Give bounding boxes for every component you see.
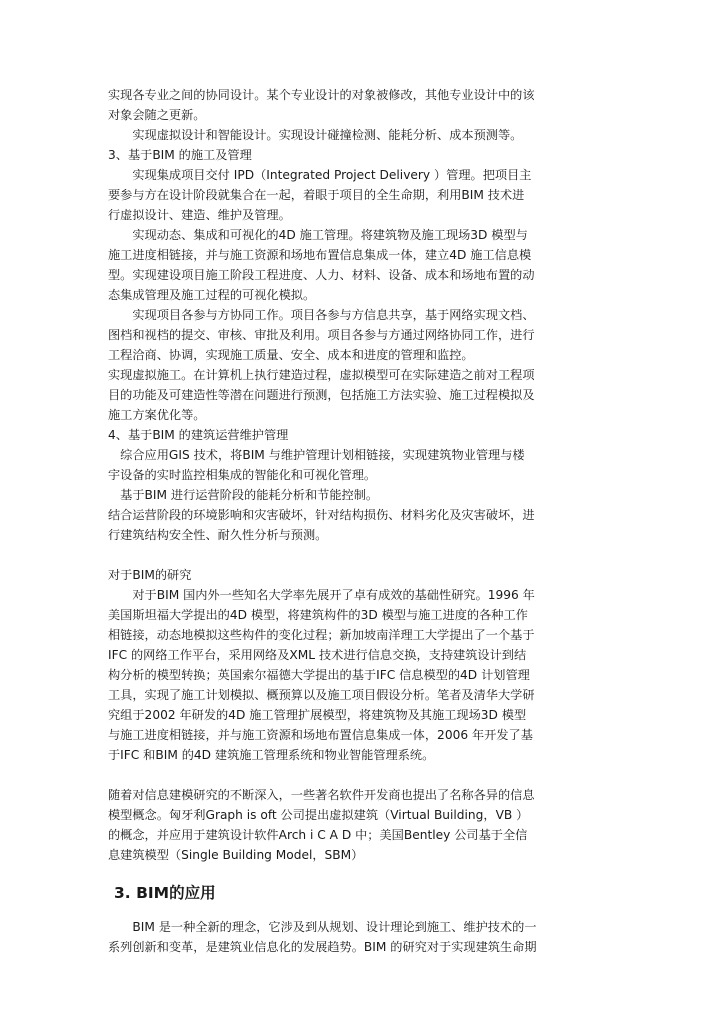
text-line: 对于BIM 国内外一些知名大学率先展开了卓有成效的基础性研究。1996 年 [108,588,535,602]
text-line: 的概念，并应用于建筑设计软件Arch i C A D 中；美国Bentley 公司基于全信 [108,828,528,842]
text-line: 施工方案优化等。 [108,408,206,422]
text-line: 于IFC 和BIM 的4D 建筑施工管理系统和物业智能管理系统。 [108,748,435,762]
text-line: 对象会随之更新。 [108,108,206,122]
text-line: 工具，实现了施工计划模拟、概预算以及施工项目假设分析。笔者及清华大学研 [108,688,535,702]
text-line: 与施工进度相链接，并与施工资源和场地布置信息集成一体，2006 年开发了基 [108,728,533,742]
text-line: 目的功能及可建造性等潜在问题进行预测，包括施工方法实验、施工过程模拟及 [108,388,535,402]
text-line: 实现虚拟设计和智能设计。实现设计碰撞检测、能耗分析、成本预测等。 [108,128,523,142]
text-line: 相链接，动态地模拟这些构件的变化过程；新加坡南洋理工大学提出了一个基于 [108,628,535,642]
text-line: 4、基于BIM 的建筑运营维护管理 [108,428,289,442]
text-line: 实现动态、集成和可视化的4D 施工管理。将建筑物及施工现场3D 模型与 [108,228,528,242]
text-line: 工程洽商、协调，实现施工质量、安全、成本和进度的管理和监控。 [108,348,474,362]
text-line: 综合应用GIS 技术，将BIM 与维护管理计划相链接，实现建筑物业管理与楼 [108,448,525,462]
text-line: 要参与方在设计阶段就集合在一起，着眼于项目的全生命期，利用BIM 技术进 [108,188,525,202]
text-line: 模型概念。匈牙利Graph is oft 公司提出虚拟建筑（Virtual Building，VB ） [108,808,529,822]
text-line: 对于BIM的研究 [108,568,192,582]
text-line: 实现各专业之间的协同设计。某个专业设计的对象被修改，其他专业设计中的该 [108,88,535,102]
text-line: 实现集成项目交付 IPD（Integrated Project Delivery ）管理。把项目主 [108,168,532,182]
text-line: 图档和视档的提交、审核、审批及利用。项目各参与方通过网络协同工作，进行 [108,328,535,342]
text-line: 态集成管理及施工过程的可视化模拟。 [108,288,316,302]
text-line: 系列创新和变革，是建筑业信息化的发展趋势。BIM 的研究对于实现建筑生命期 [108,940,537,954]
text-line: 型。实现建设项目施工阶段工程进度、人力、材料、设备、成本和场地布置的动 [108,268,535,282]
text-line: 行建筑结构安全性、耐久性分析与预测。 [108,528,328,542]
text-line: 构分析的模型转换；英国索尔福德大学提出的基于IFC 信息模型的4D 计划管理 [108,668,530,682]
text-line: 行虚拟设计、建造、维护及管理。 [108,208,291,222]
text-line: 3、基于BIM 的施工及管理 [108,148,252,162]
text-line: 施工进度相链接，并与施工资源和场地布置信息集成一体，建立4D 施工信息模 [108,248,532,262]
text-line: 美国斯坦福大学提出的4D 模型，将建筑构件的3D 模型与施工进度的各种工作 [108,608,528,622]
text-line: 基于BIM 进行运营阶段的能耗分析和节能控制。 [108,488,379,502]
text-line: 结合运营阶段的环境影响和灾害破坏，针对结构损伤、材料劣化及灾害破坏，进 [108,508,535,522]
text-line: 宇设备的实时监控相集成的智能化和可视化管理。 [108,468,377,482]
text-line: 究组于2002 年研发的4D 施工管理扩展模型，将建筑物及其施工现场3D 模型 [108,708,527,722]
text-line: 息建筑模型（Single Building Model，SBM） [108,848,364,862]
section-heading: 3. BIM的应用 [114,884,216,902]
text-line: BIM 是一种全新的理念，它涉及到从规划、设计理论到施工、维护技术的一 [108,920,537,934]
text-line: 实现项目各参与方协同工作。项目各参与方信息共享，基于网络实现文档、 [108,308,535,322]
text-line: IFC 的网络工作平台，采用网络及XML 技术进行信息交换，支持建筑设计到结 [108,648,527,662]
text-line: 实现虚拟施工。在计算机上执行建造过程，虚拟模型可在实际建造之前对工程项 [108,368,535,382]
text-line: 随着对信息建模研究的不断深入，一些著名软件开发商也提出了名称各异的信息 [108,788,535,802]
